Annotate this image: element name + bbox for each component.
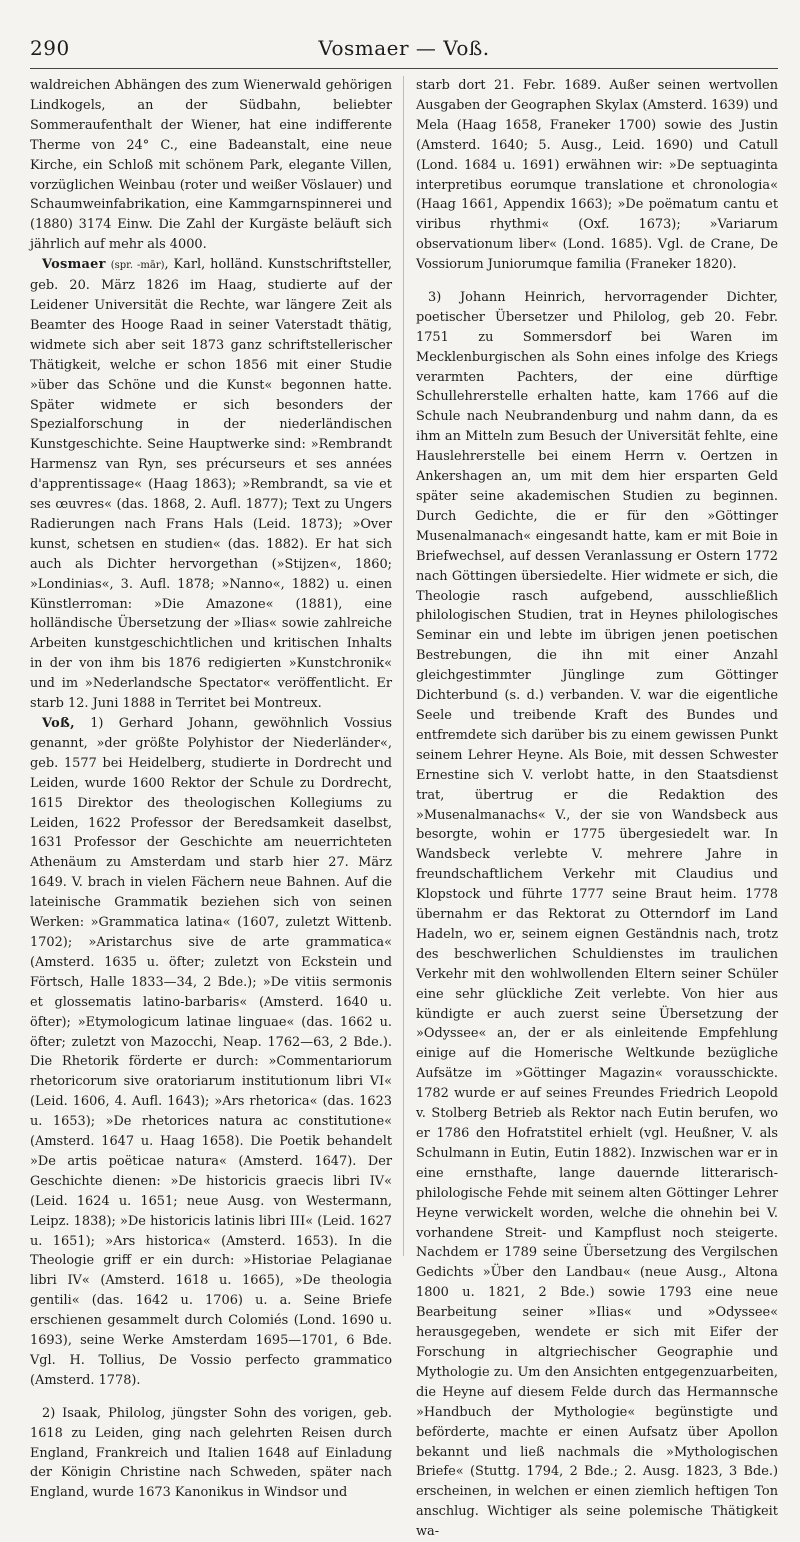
text-columns <box>30 76 778 1540</box>
left-column <box>30 76 392 1501</box>
voss-2-continuation-text: starb dort 21. Febr. 1689. Außer seinen wertvollen Ausgaben der Geographen Skylax (Amsterd. 1639) und Mela (Haag 1658, Franeker 1700) sowie des Justin (Amsterd. 1640; 5. Ausg., Leid. 1690) und Catull (Lond. 1684 u. 1691) erwähnen wir: »De septuaginta interpretibus eorumque translatione et chronologia« (Haag 1661, Appendix 1663); »De poëmatum cantu et viribus rhythmi« (Oxf. 1673); »Variarum observationum liber« (Lond. 1685). Vgl. de Crane, De Vossiorum Juniorumque familia (Franeker 1820). <box>416 78 778 273</box>
entry-voeslau-continuation <box>30 76 392 255</box>
voeslau-text: waldreichen Abhängen des zum Wienerwald gehörigen Lindkogels, an der Südbahn, beliebter Sommeraufenthalt der Wiener, hat eine indifferente Therme von 24° C., eine Badeanstalt, eine neue Kirche, ein Schloß mit schönem Park, elegante Villen, vorzüglichen Weinbau (roter und weißer Vöslauer) und Schaumweinfabrikation, eine Kammgarnspinnerei und (1880) 3174 Einw. Die Zahl der Kurgäste beläuft sich jährlich auf mehr als 4000. <box>30 78 392 253</box>
pronunciation-note: (spr. -mār) <box>110 260 165 272</box>
right-column <box>416 76 778 1540</box>
page-number: 290 <box>30 36 70 60</box>
dictionary-page <box>30 28 778 1540</box>
vosmaer-text: , Karl, holländ. Kunstschriftsteller, geb. 20. März 1826 im Haag, studierte auf der Leidener Universität die Rechte, war längere Zeit als Beamter des Hooge Raad in seiner Vaterstadt thätig, widmete sich aber seit 1873 ganz schriftstellerischer Thätigkeit, welche er schon 1856 mit einer Studie »über das Schöne und die Kunst« begonnen hatte. Später widmete er sich besonders der Spezialforschung in der niederländischen Kunstgeschichte. Seine Hauptwerke sind: »Rembrandt Harmensz van Ryn, ses précurseurs et ses années d'apprentissage« (Haag 1863); »Rembrandt, sa vie et ses œuvres« (das. 1868, 2. Aufl. 1877); Text zu Ungers Radierungen nach Frans Hals (Leid. 1873); »Over kunst, schetsen en studien« (das. 1882). Er hat sich auch als Dichter hervorgethan (»Stijzen«, 1860; »Londinias«, 3. Aufl. 1878; »Nanno«, 1882) u. einen Künstlerroman: »Die Amazone« (1881), eine holländische Übersetzung der »Ilias« sowie zahlreiche Arbeiten kunstgeschichtlichen und kritischen Inhalts in der von ihm bis 1876 redigierten »Kunstchronik« und im »Nederlandsche Spectator« veröffentlicht. Er starb 12. Juni 1888 in Territet bei Montreux. <box>30 257 392 712</box>
voss-3-name: 3) Johann Heinrich, <box>428 289 586 305</box>
running-title: Vosmaer — Voß. <box>318 36 490 60</box>
column-divider <box>403 76 404 1256</box>
voss-1-name: 1) Gerhard Johann, <box>74 716 239 731</box>
entry-headword-vosmaer: Vosmaer <box>42 257 106 273</box>
entry-headword-voss: Voß, <box>42 716 75 731</box>
entry-vosmaer <box>30 255 392 714</box>
entry-voss-isaak <box>30 1404 392 1504</box>
page-header <box>30 28 778 69</box>
entry-voss-isaak-continuation <box>416 76 778 275</box>
voss-1-text: gewöhnlich Vossius genannt, »der größte Polyhistor der Niederländer«, geb. 1577 bei Heidelberg, studierte in Dordrecht und Leiden, wurde 1600 Rektor der Schule zu Dordrecht, 1615 Direktor des theologischen Kollegiums zu Leiden, 1622 Professor der Beredsamkeit daselbst, 1631 Professor der Geschichte am neuerrichteten Athenäum zu Amsterdam und starb hier 27. März 1649. V. brach in vielen Fächern neue Bahnen. Auf die lateinische Grammatik beziehen sich von seinen Werken: »Grammatica latina« (1607, zuletzt Wittenb. 1702); »Aristarchus sive de arte grammatica« (Amsterd. 1635 u. öfter; zuletzt von Eckstein und Förtsch, Halle 1833—34, 2 Bde.); »De vitiis sermonis et glossematis latino-barbaris« (Amsterd. 1640 u. öfter); »Etymologicum latinae linguae« (das. 1662 u. öfter; zuletzt von Mazocchi, Neap. 1762—63, 2 Bde.). Die Rhetorik förderte er durch: »Commentariorum rhetoricorum sive oratoriarum institutionum libri VI« (Leid. 1606, 4. Aufl. 1643); »Ars rhetorica« (das. 1623 u. 1653); »De rhetorices natura ac constitutione« (Amsterd. 1647 u. Haag 1658). Die Poetik behandelt »De artis poëticae natura« (Amsterd. 1647). Der Geschichte dienen: »De historicis graecis libri IV« (Leid. 1624 u. 1651; neue Ausg. von Westermann, Leipz. 1838); »De historicis latinis libri III« (Leid. 1627 u. 1651); »Ars historica« (Amsterd. 1653). In die Theologie griff er ein durch: »Historiae Pelagianae libri IV« (Amsterd. 1618 u. 1665), »De theologia gentili« (das. 1642 u. 1706) u. a. Seine Briefe erschienen gesammelt durch Colomiés (Lond. 1690 u. 1693), seine Werke Amsterdam 1695—1701, 6 Bde. Vgl. H. Tollius, De Vossio perfecto grammatico (Amsterd. 1778). <box>30 716 392 1388</box>
voss-3-text: hervorragender Dichter, poetischer Übersetzer und Philolog, geb 20. Febr. 1751 zu Sommersdorf bei Waren im Mecklenburgischen als Sohn eines infolge des Kriegs verarmten Pachters, der eine dürftige Schullehrerstelle erhalten hatte, kam 1766 auf die Schule nach Neubrandenburg und nahm dann, da es ihm an Mitteln zum Besuch der Universität fehlte, eine Hauslehrerstelle bei einem Herrn v. Oertzen in Ankershagen an, um mit dem hier ersparten Geld später seine akademischen Studien zu beginnen. Durch Gedichte, die er für den »Göttinger Musenalmanach« eingesandt hatte, kam er mit Boie in Briefwechsel, auf dessen Veranlassung er Ostern 1772 nach Göttingen übersiedelte. Hier widmete er sich, die Theologie rasch aufgebend, ausschließlich philologischen Studien, trat in Heynes philologisches Seminar ein und lebte im übrigen jenen poetischen Bestrebungen, die ihn mit einer Anzahl gleichgestimmter Jünglinge zum Göttinger Dichterbund (s. d.) verbanden. V. war die eigentliche Seele und treibende Kraft des Bundes und entfremdete sich darüber bis zu einem gewissen Punkt seinem Lehrer Heyne. Als Boie, mit dessen Schwester Ernestine sich V. verlobt hatte, in den Staatsdienst trat, übertrug er die Redaktion des »Musenalmanachs« V., der sie von Wandsbeck aus besorgte, wohin er 1775 übergesiedelt war. In Wandsbeck verlebte V. mehrere Jahre in freundschaftlichem Verkehr mit Claudius und Klopstock und führte 1777 seine Braut heim. 1778 übernahm er das Rektorat zu Otterndorf im Land Hadeln, wo er, seinem eignen Geständnis nach, trotz des beschwerlichen Schuldienstes im traulichen Verkehr mit den wohlwollenden Eltern seiner Schüler eine sehr glückliche Zeit verlebte. Von hier aus kündigte er auch zuerst seine Übersetzung der »Odyssee« an, der er als einleitende Empfehlung einige auf die Homerische Weltkunde bezügliche Aufsätze im »Göttinger Magazin« vorausschickte. 1782 wurde er auf seines Freundes Friedrich Leopold v. Stolberg Betrieb als Rektor nach Eutin berufen, wo er 1786 den Hofratstitel erhielt (vgl. Heußner, V. als Schulmann in Eutin, Eutin 1882). Inzwischen war er in eine ernsthafte, lange dauernde litterarisch-philologische Fehde mit seinem alten Göttinger Lehrer Heyne verwickelt worden, welche die ohnehin bei V. vorhandene Streit- und Kampflust noch steigerte. Nachdem er 1789 seine Übersetzung des Vergilschen Gedichts »Über den Landbau« (neue Ausg., Altona 1800 u. 1821, 2 Bde.) sowie 1793 eine neue Bearbeitung seiner »Ilias« und »Odyssee« herausgegeben, wendete er sich mit Eifer der Forschung in altgriechischer Geographie und Mythologie zu. Um den Ansichten entgegenzuarbeiten, die Heyne auf diesem Felde durch das Hermannsche »Handbuch der Mythologie« begünstigte und beförderte, machte er einen Aufsatz über Apollon bekannt und ließ nachmals die »Mythologischen Briefe« (Stuttg. 1794, 2 Bde.; 2. Ausg. 1823, 3 Bde.) erscheinen, in welchen er einen ziemlich heftigen Ton anschlug. Wichtiger als seine polemische Thätigkeit wa- <box>416 289 778 1540</box>
entry-voss <box>30 714 392 1391</box>
voss-2-name: 2) Isaak, <box>42 1405 102 1421</box>
entry-voss-johann-heinrich <box>416 288 778 1542</box>
voss-2-text: Philolog, jüngster Sohn des vorigen, geb. 1618 zu Leiden, ging nach gelehrten Reisen durch England, Frankreich und Italien 1648 auf Einladung der Königin Christine nach Schweden, später nach England, wurde 1673 Kanonikus in Windsor und <box>30 1405 392 1501</box>
